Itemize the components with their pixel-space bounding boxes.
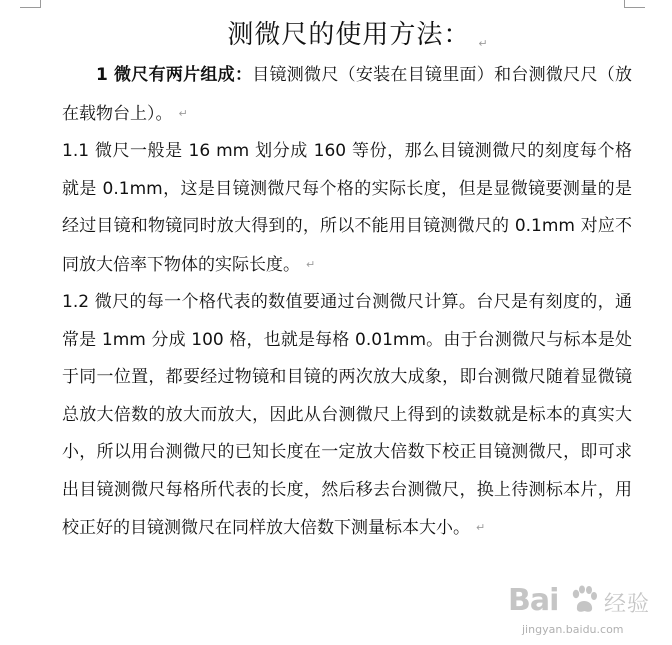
paragraph-1-heading: 1 微尺有两片组成： xyxy=(96,65,253,85)
paw-icon xyxy=(570,585,598,615)
baidu-jingyan-watermark xyxy=(500,581,660,641)
paragraph-mark-icon: ↵ xyxy=(306,257,316,271)
watermark-logo-text: Bai xyxy=(508,583,559,618)
document-body[interactable] xyxy=(62,14,632,548)
margin-corner-marker xyxy=(20,0,41,8)
paragraph-1 xyxy=(62,57,632,133)
title-text: 测微尺的使用方法： xyxy=(227,20,471,50)
margin-corner-marker xyxy=(624,0,645,8)
paragraph-3-text: 1.2 微尺的每一个格代表的数值要通过台测微尺计算。台尺是有刻度的，通常是 1mm 分成 100 格，也就是每格 0.01mm。由于台测微尺与标本是处于同一位置，都要经过物镜和目镜的两次放大成象，即台测微尺随着显微镜总放大倍数的放大而放大，因此从台测微尺上得到的读数就是标本的真实大小，所以用台测微尺的已知长度在一定放大倍数下校正目镜测微尺，即可求出目镜测微尺每格所代表的长度，然后移去台测微尺，换上待测标本片，用校正好的目镜测微尺在同样放大倍数下测量标本大小。 xyxy=(62,292,632,538)
watermark-url: jingyan.baidu.com xyxy=(522,623,624,636)
paragraph-2 xyxy=(62,133,632,284)
paragraph-mark-icon: ↵ xyxy=(478,37,489,50)
paragraph-2-text: 1.1 微尺一般是 16 mm 划分成 160 等份，那么目镜测微尺的刻度每个格就是 0.1mm，这是目镜测微尺每个格的实际长度，但是显微镜要测量的是经过目镜和物镜同时放大得到的，所以不能用目镜测微尺的 0.1mm 对应不同放大倍率下物体的实际长度。 xyxy=(62,141,632,275)
watermark-jingyan-text: 经验 xyxy=(604,592,651,617)
paragraph-3 xyxy=(62,284,632,548)
paragraph-1-text: 目镜测微尺（安装在目镜里面）和台测微尺尺（放在载物台上）。 xyxy=(62,65,633,124)
page-title xyxy=(62,14,632,56)
paragraph-mark-icon: ↵ xyxy=(178,106,188,120)
paragraph-mark-icon: ↵ xyxy=(476,521,486,534)
